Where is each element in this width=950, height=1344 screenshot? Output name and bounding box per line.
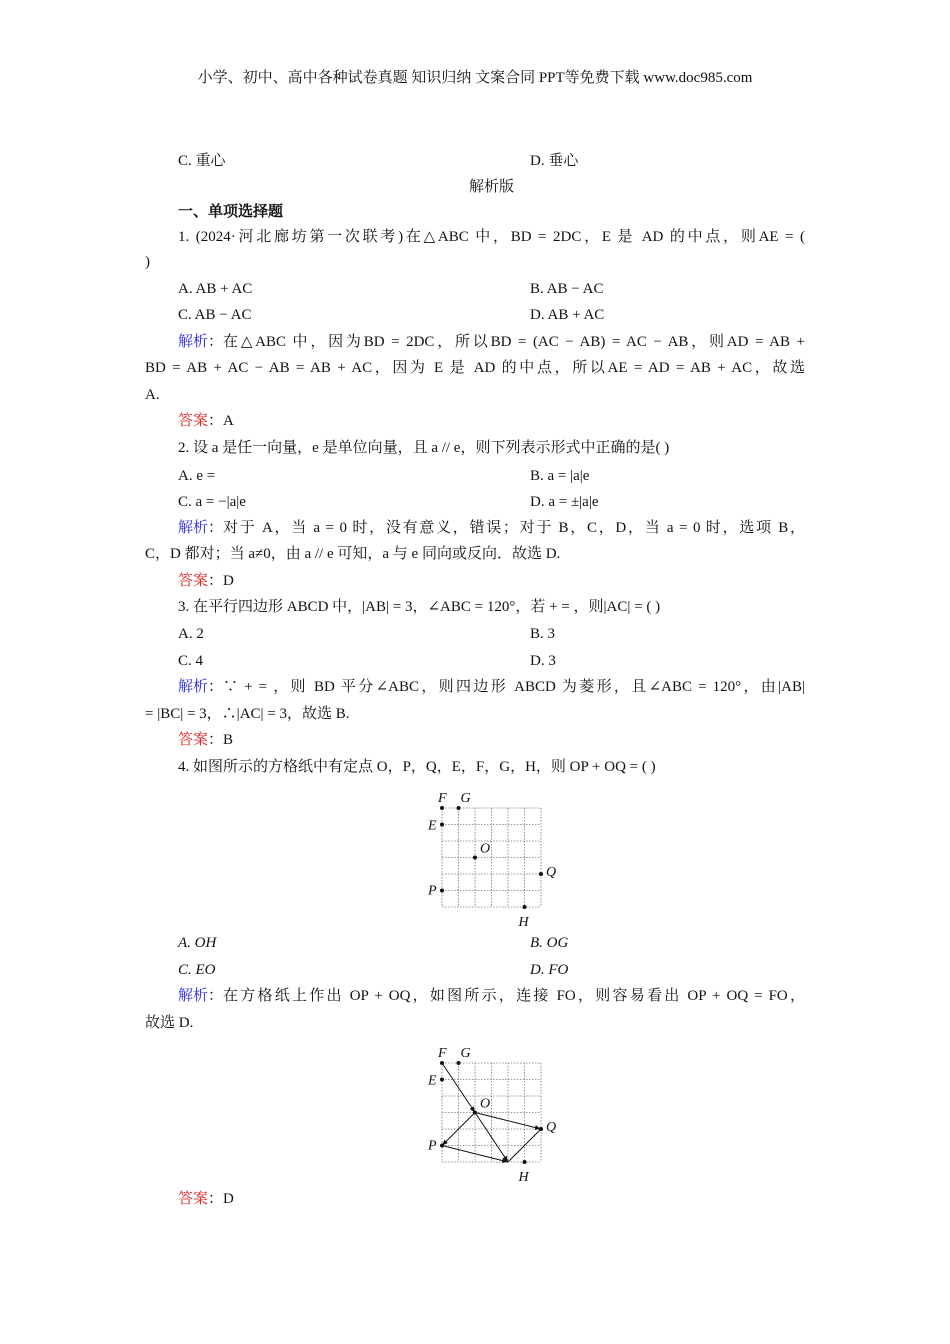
- point-label-H: H: [518, 1170, 529, 1185]
- point-label-E: E: [428, 1073, 437, 1089]
- q3-option-c: C. 4: [178, 653, 204, 669]
- point-F: [440, 806, 444, 810]
- option-d-prev: D. 垂心: [530, 153, 579, 169]
- q3-option-a: A. 2: [178, 626, 204, 642]
- q1-option-d: D. AB + AC: [530, 307, 605, 323]
- colon: ：: [208, 520, 224, 536]
- q4-option-a: A. OH: [178, 935, 217, 951]
- q4-answer: D: [223, 1191, 234, 1207]
- q3-option-d: D. 3: [530, 653, 556, 669]
- version-title: 解析版: [468, 179, 514, 195]
- point-label-Q: Q: [546, 865, 557, 880]
- point-label-G: G: [460, 791, 471, 806]
- point-H: [523, 1160, 527, 1164]
- analysis-label: 解析: [178, 679, 209, 695]
- q3-analysis-line: = |BC| = 3，∴|AC| = 3，故选 B.: [145, 706, 350, 722]
- answer-label: 答案: [178, 413, 209, 429]
- q4-analysis-line: 故选 D.: [145, 1015, 194, 1031]
- point-P: [440, 889, 444, 893]
- answer-label: 答案: [178, 1191, 209, 1207]
- q3-analysis-line: ∵ + = ，则 BD 平分∠ABC，则四边形 ABCD 为菱形，且∠ABC = 120°，由|AB|: [223, 679, 805, 695]
- grid-figure: [420, 785, 570, 930]
- q3-option-b: B. 3: [530, 626, 556, 642]
- q3-stem: 3. 在平行四边形 ABCD 中，|AB| = 3，∠ABC = 120°，若 + = ，则|AC| = ( ): [178, 599, 661, 615]
- point-label-H: H: [518, 915, 529, 930]
- colon: ：: [208, 1191, 224, 1207]
- section-title: 一、单项选择题: [178, 204, 284, 220]
- point-Q: [539, 1127, 543, 1131]
- page-header: 小学、初中、高中各种试卷真题 知识归纳 文案合同 PPT等免费下载 www.doc985.com: [197, 70, 753, 86]
- q2-option-c: C. a = −|a|e: [178, 494, 246, 510]
- q1-analysis-line: 在△ABC 中，因为BD = 2DC，所以BD = (AC − AB) = AC − AB，则AD = AB +: [223, 334, 805, 350]
- q2-analysis-line: 对于 A，当 a = 0 时，没有意义，错误；对于 B，C，D，当 a = 0 时，选项 B，: [223, 520, 805, 536]
- analysis-label: 解析: [178, 334, 209, 350]
- q1-option-b: B. AB − AC: [530, 281, 604, 297]
- analysis-label: 解析: [178, 988, 209, 1004]
- colon: ：: [208, 732, 224, 748]
- point-H: [523, 905, 527, 909]
- point-E: [440, 823, 444, 827]
- q1-option-a: A. AB + AC: [178, 281, 253, 297]
- answer-label: 答案: [178, 573, 209, 589]
- point-E: [440, 1078, 444, 1082]
- q4-option-d: D. FO: [530, 962, 569, 978]
- q1-analysis-line: BD = AB + AC − AB = AB + AC，因为 E 是 AD 的中点，所以AE = AD = AB + AC，故选: [145, 360, 805, 376]
- q1-stem: 1. (2024·河北廊坊第一次联考)在△ABC 中，BD = 2DC，E 是 AD 的中点，则AE = (: [178, 229, 805, 245]
- q2-stem: 2. 设 a 是任一向量，e 是单位向量，且 a // e，则下列表示形式中正确的是( ): [178, 440, 670, 456]
- q2-option-d: D. a = ±|a|e: [530, 494, 599, 510]
- q1-answer: A: [223, 413, 234, 429]
- point-O: [473, 1111, 477, 1115]
- q4-analysis-line: 在方格纸上作出 OP + OQ，如图所示，连接 FO，则容易看出 OP + OQ = FO，: [223, 988, 805, 1004]
- point-label-F: F: [438, 1046, 447, 1061]
- q1-option-c: C. AB − AC: [178, 307, 252, 323]
- colon: ：: [208, 679, 224, 695]
- q1-stem-cont: ): [145, 254, 150, 270]
- q1-analysis-line: A.: [145, 387, 160, 403]
- q2-answer: D: [223, 573, 234, 589]
- option-c-prev: C. 重心: [178, 153, 226, 169]
- q3-answer: B: [223, 732, 234, 748]
- colon: ：: [208, 413, 224, 429]
- point-G: [457, 806, 461, 810]
- colon: ：: [208, 334, 224, 350]
- q2-option-b: B. a = |a|e: [530, 468, 590, 484]
- colon: ：: [208, 573, 224, 589]
- point-label-G: G: [460, 1046, 471, 1061]
- point-label-E: E: [428, 818, 437, 834]
- colon: ：: [208, 988, 224, 1004]
- point-label-P: P: [428, 883, 437, 899]
- point-O: [473, 856, 477, 860]
- point-F: [440, 1061, 444, 1065]
- point-label-O: O: [480, 1096, 491, 1112]
- point-P: [440, 1144, 444, 1148]
- q2-option-a: A. e =: [178, 468, 216, 484]
- q2-analysis-line: C，D 都对；当 a≠0，由 a // e 可知，a 与 e 同向或反向．故选 D.: [145, 546, 561, 562]
- q4-option-b: B. OG: [530, 935, 569, 951]
- point-Q: [539, 872, 543, 876]
- point-label-Q: Q: [546, 1120, 557, 1135]
- point-G: [457, 1061, 461, 1065]
- q4-option-c: C. EO: [178, 962, 216, 978]
- vector-grid-figure: [420, 1040, 570, 1185]
- analysis-label: 解析: [178, 520, 209, 536]
- point-label-F: F: [438, 791, 447, 806]
- q4-stem: 4. 如图所示的方格纸中有定点 O，P，Q，E，F，G，H，则 OP + OQ = ( ): [178, 759, 656, 775]
- answer-label: 答案: [178, 732, 209, 748]
- point-label-P: P: [428, 1138, 437, 1154]
- point-label-O: O: [480, 841, 491, 857]
